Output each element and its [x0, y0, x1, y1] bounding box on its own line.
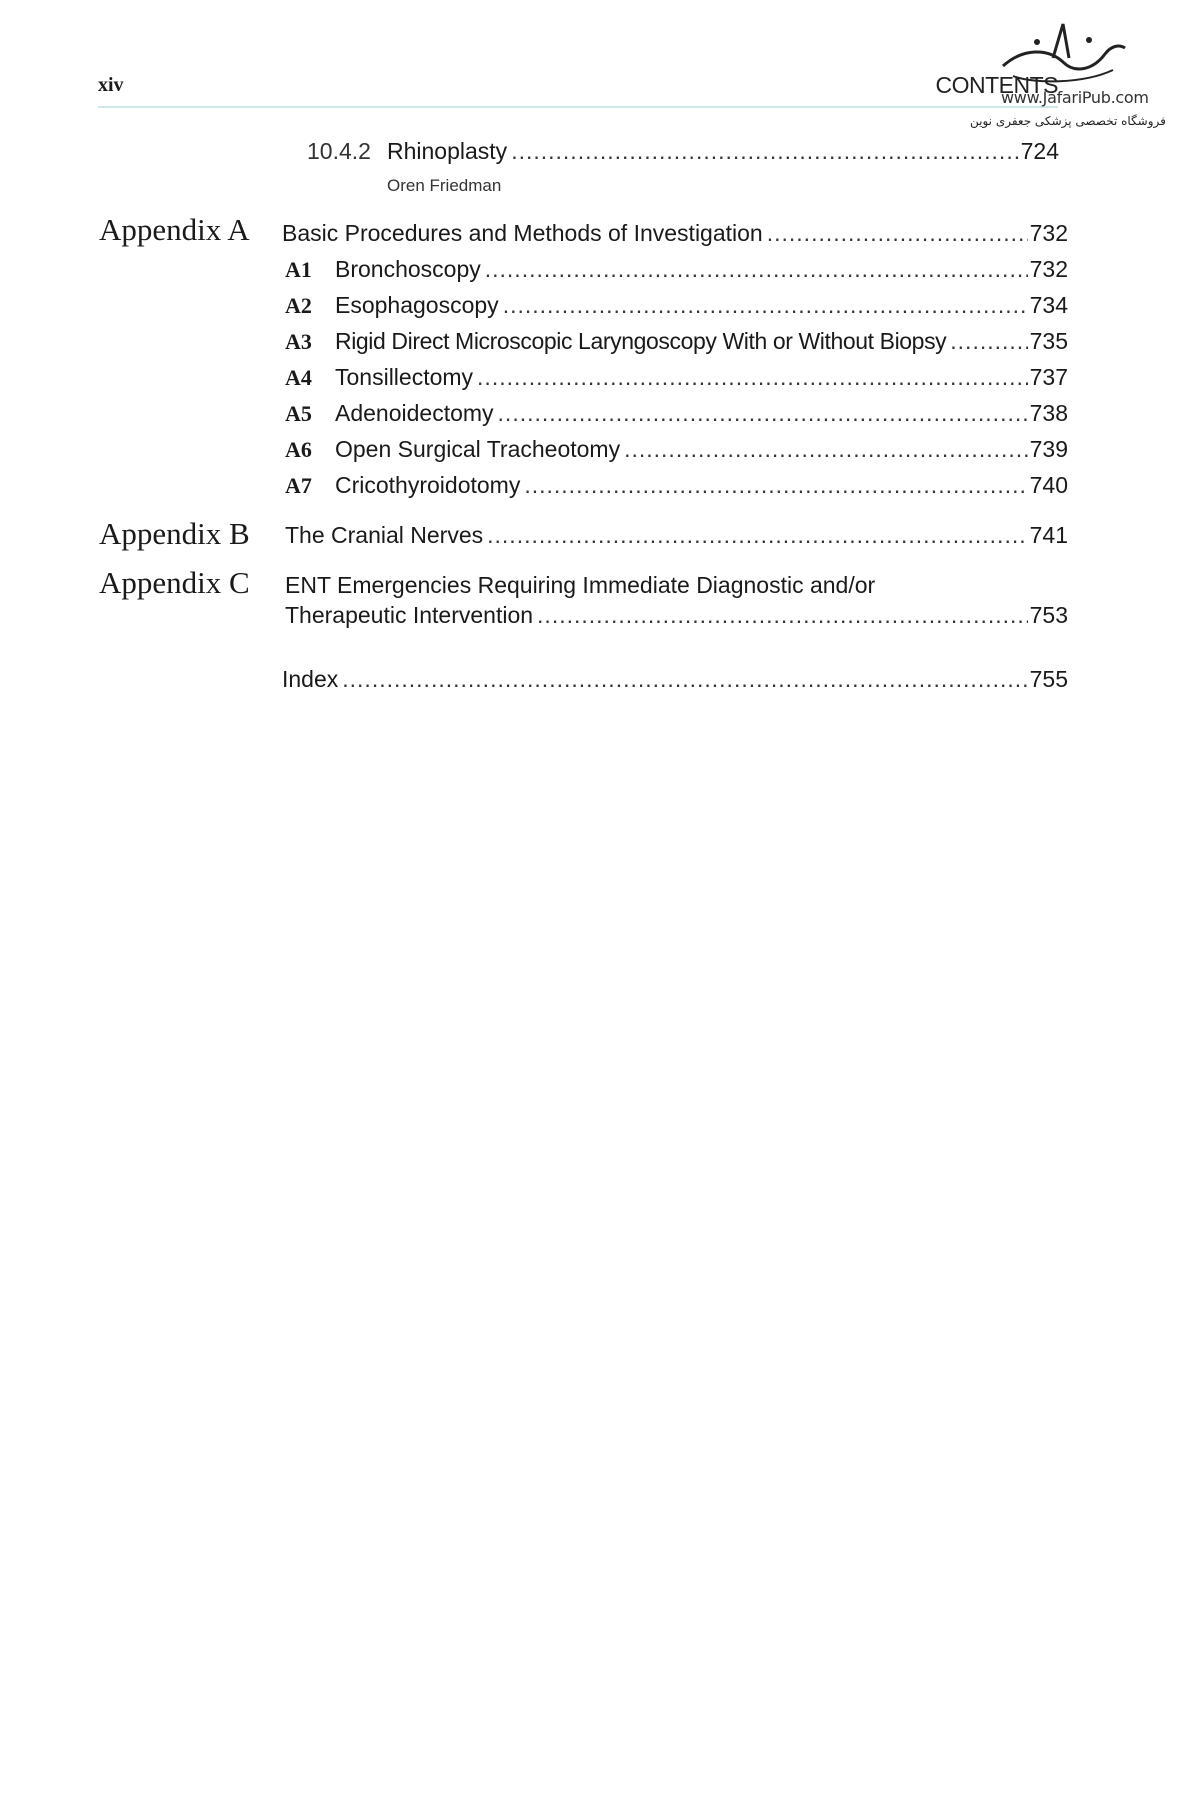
toc-entry-title: Index — [282, 666, 339, 692]
item-code: A3 — [285, 329, 312, 354]
running-head: CONTENTS — [935, 72, 1058, 98]
dot-leader — [503, 292, 1028, 319]
toc-entry-page: 732 — [1029, 256, 1068, 282]
toc-entry-page: 755 — [1029, 666, 1068, 692]
toc-entry-bronchoscopy[interactable] — [335, 256, 1068, 283]
section-number: 10.4.2 — [307, 138, 371, 164]
toc-entry-page: 734 — [1029, 292, 1068, 318]
dot-leader — [524, 472, 1027, 499]
toc-entry-esophagoscopy[interactable] — [335, 292, 1068, 319]
toc-entry-laryngoscopy[interactable] — [335, 328, 1068, 355]
toc-entry-title: Rhinoplasty — [387, 138, 508, 164]
toc-entry-cricothyroidotomy[interactable] — [335, 472, 1068, 499]
appendix-a-label: Appendix A — [99, 212, 250, 247]
toc-entry-rhinoplasty[interactable] — [387, 138, 1059, 165]
toc-entry-page: 739 — [1029, 436, 1068, 462]
item-code: A5 — [285, 401, 312, 426]
toc-entry-title: Therapeutic Intervention — [285, 602, 534, 628]
toc-entry-index[interactable] — [282, 666, 1068, 693]
toc-entry-page: 753 — [1029, 602, 1068, 628]
dot-leader — [767, 220, 1028, 247]
publisher-watermark — [955, 18, 1165, 138]
toc-entry-tracheotomy[interactable] — [335, 436, 1068, 463]
toc-entry-title: Tonsillectomy — [335, 364, 474, 390]
toc-entry-page: 732 — [1029, 220, 1068, 246]
dot-leader — [498, 400, 1028, 427]
dot-leader — [537, 602, 1028, 629]
appendix-c-label: Appendix C — [99, 565, 250, 600]
watermark-url: www.JafariPub.com — [1001, 88, 1149, 107]
toc-entry-tonsillectomy[interactable] — [335, 364, 1068, 391]
toc-entry-page: 724 — [1020, 138, 1059, 164]
toc-entry-title: The Cranial Nerves — [285, 522, 484, 548]
item-code: A7 — [285, 473, 312, 498]
item-code: A2 — [285, 293, 312, 318]
toc-entry-appendix-a[interactable] — [282, 220, 1068, 247]
toc-entry-title: Open Surgical Tracheotomy — [335, 436, 621, 462]
item-code: A1 — [285, 257, 312, 282]
toc-entry-title: Cricothyroidotomy — [335, 472, 521, 498]
toc-entry-appendix-c-title[interactable]: ENT Emergencies Requiring Immediate Diagnostic and/or — [285, 572, 876, 598]
toc-entry-title: Esophagoscopy — [335, 292, 499, 318]
toc-entry-adenoidectomy[interactable] — [335, 400, 1068, 427]
item-code: A4 — [285, 365, 312, 390]
watermark-persian-text: فروشگاه تخصصی پزشکی جعفری نوین — [970, 114, 1166, 128]
toc-entry-appendix-c[interactable] — [285, 602, 1068, 629]
toc-entry-page: 740 — [1029, 472, 1068, 498]
appendix-b-label: Appendix B — [99, 516, 250, 551]
toc-entry-title: Bronchoscopy — [335, 256, 481, 282]
dot-leader — [477, 364, 1028, 391]
toc-entry-title: Basic Procedures and Methods of Investigation — [282, 220, 763, 246]
dot-leader — [487, 522, 1027, 549]
toc-entry-page: 735 — [1029, 328, 1068, 354]
item-code: A6 — [285, 437, 312, 462]
dot-leader — [624, 436, 1028, 463]
dot-leader — [511, 138, 1018, 165]
page-number: xiv — [98, 74, 124, 96]
dot-leader — [342, 666, 1027, 693]
toc-entry-page: 741 — [1029, 522, 1068, 548]
toc-entry-page: 738 — [1029, 400, 1068, 426]
dot-leader — [485, 256, 1028, 283]
toc-entry-page: 737 — [1029, 364, 1068, 390]
header-rule — [98, 106, 1058, 108]
calligraphy-logo-icon — [993, 18, 1133, 88]
dot-leader — [950, 328, 1027, 355]
author-name: Oren Friedman — [387, 176, 502, 195]
toc-entry-appendix-b[interactable] — [285, 522, 1068, 549]
toc-entry-title: Rigid Direct Microscopic Laryngoscopy With or Without Biopsy — [335, 328, 947, 354]
toc-entry-title: Adenoidectomy — [335, 400, 494, 426]
